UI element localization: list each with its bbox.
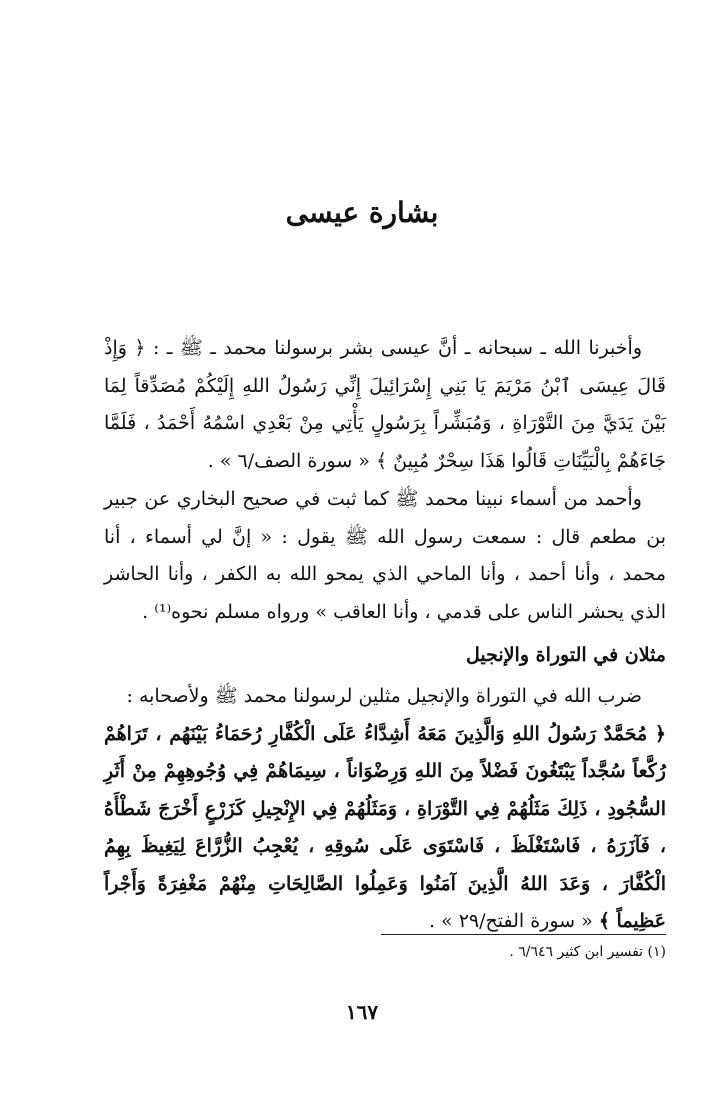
paragraph-two-parables [104, 678, 666, 941]
page-number: ١٦٧ [345, 1000, 379, 1024]
footnote: (١) تفسير ابن كثير ٦/٦٤٦ . [509, 944, 666, 960]
surah-reference: « سورة الفتح/٢٩ » . [428, 910, 593, 932]
paragraph-gospel-prophecy: وأخبرنا الله ـ سبحانه ـ أنَّ عيسى بشر برسولنا محمد ـ ﷺ ـ : ﴿ وَإِذْ قَالَ عِيسَى ٱبْنُ مَرْيَمَ يَا بَنِي إِسْرَائِيلَ إِنِّي رَسُولُ اللهِ إِلَيْكُمْ مُصَدِّقاً لِمَا بَيْنَ يَدَيَّ مِنَ التَّوْرَاةِ ، وَمُبَشِّراً بِرَسُولٍ يَأْتِي مِنْ بَعْدِي اسْمُهُ أَحْمَدُ ، فَلَمَّا جَاءَهُمْ بِالْبَيِّنَاتِ قَالُوا هَذَا سِحْرٌ مُبِينٌ ﴾ « سورة الصف/٦ » . [104, 337, 666, 472]
quran-verse: ﴿ مُحَمَّدٌ رَسُولُ اللهِ وَالَّذِينَ مَعَهُ أَشِدَّاءُ عَلَى الْكُفَّارِ رُحَمَاءُ بَيْنَهُم ، تَرَاهُمْ رُكَّعاً سُجَّداً يَبْتَغُونَ فَضْلاً مِنَ اللهِ وَرِضْوَاناً ، سِيمَاهُمْ فِي وُجُوهِهِمْ مِنْ أَثَرِ السُّجُودِ ، ذَلِكَ مَثَلُهُمْ فِي التَّوْرَاةِ ، وَمَثَلُهُمْ فِي الإِنْجِيلِ كَزَرْعٍ أَخْرَجَ شَطْأَهُ ، فَآزَرَهُ ، فَاسْتَغْلَظَ ، فَاسْتَوَى عَلَى سُوقِهِ ، يُعْجِبُ الزُّرَّاعَ لِيَغِيظَ بِهِمُ الْكُفَّارَ ، وَعَدَ اللهُ الَّذِينَ آمَنُوا وَعَمِلُوا الصَّالِحَاتِ مِنْهُمْ مَغْفِرَةً وَأَجْراً عَظِيماً ﴾ [104, 722, 666, 932]
chapter-title: بشارة عيسى [285, 196, 439, 229]
section-heading: مثلان في التوراة والإنجيل [466, 644, 666, 666]
parable-intro: ضرب الله في التوراة والإنجيل مثلين لرسولنا محمد ﷺ ولأصحابه : [126, 685, 642, 707]
paragraph-names-of-prophet: وأحمد من أسماء نبينا محمد ﷺ كما ثبت في صحيح البخاري عن جبير بن مطعم قال : سمعت رسول الله ﷺ يقول : « إنَّ لي أسماء ، أنا محمد ، وأنا أحمد ، وأنا الماحي الذي يمحو الله به الكفر ، وأنا الحاشر الذي يحشر الناس على قدمي ، وأنا العاقب » ورواه مسلم نحوه⁽¹⁾ . [104, 488, 666, 623]
footnote-divider [381, 934, 666, 935]
